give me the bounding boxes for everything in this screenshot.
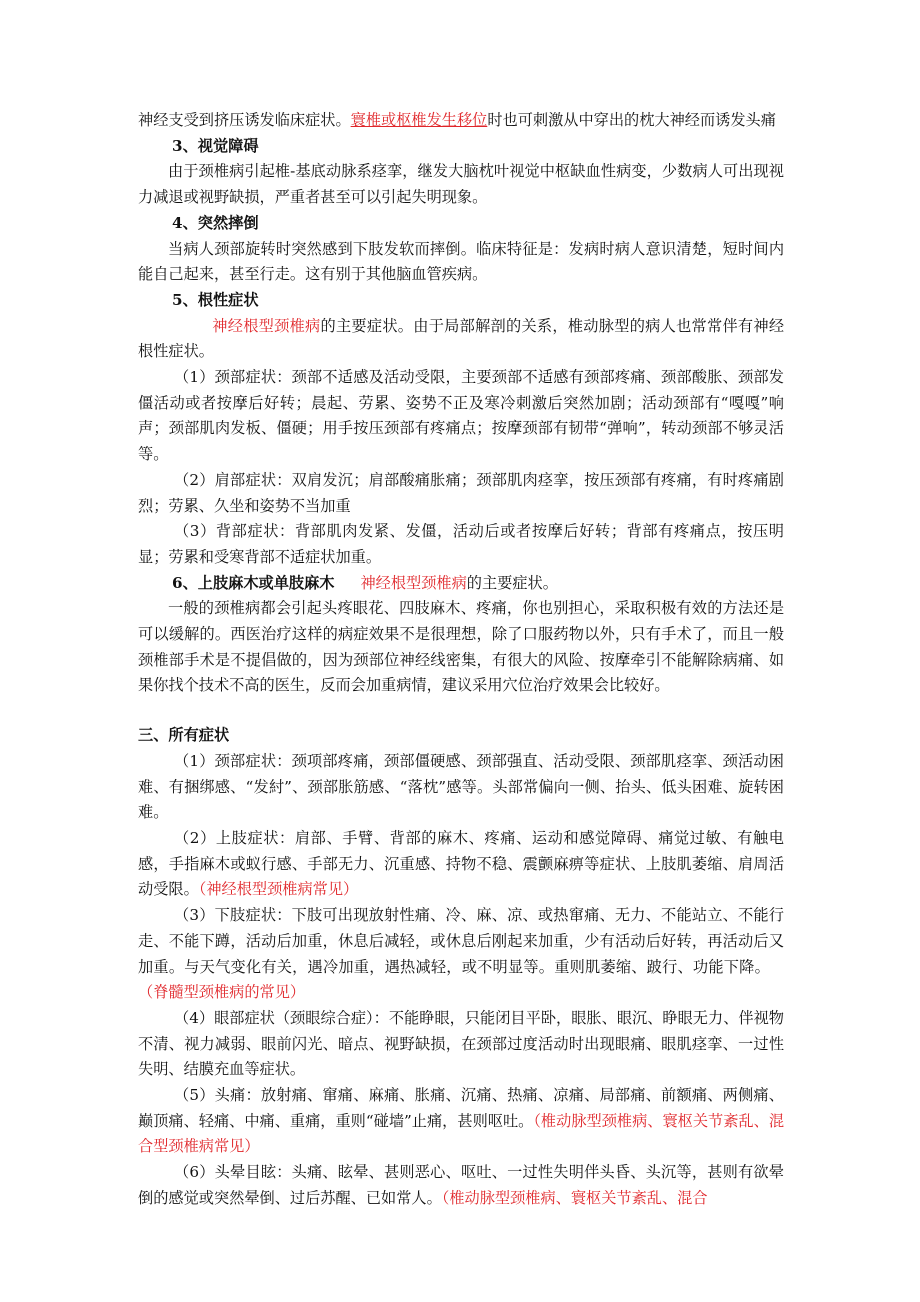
red-phrase: 神经根型颈椎病 [212,316,321,335]
item-back-symptoms: （3）背部症状：背部肌肉发紧、发僵，活动后或者按摩后好转；背部有疼痛点，按压明显；劳累和受寒背部不适症状加重。 [138,522,784,566]
text-run: 的主要症状。由于局部解剖的关系，椎动脉型的病人也常常伴有神经根性症状。 [138,316,785,361]
red-underlined-phrase[interactable]: 寰椎或枢椎发生移位 [350,111,488,129]
paragraph-treatment: 一般的颈椎病都会引起头疼眼花、四肢麻木、疼痛，你也别担心，采取积极有效的方法还是可以缓解的。西医治疗这样的病症效果不是很理想，除了口服药物以外，只有手术了，而且一般颈椎部手术是不提倡做的，因为颈部位神经线密集，有很大的风险、按摩牵引不能解除病痛、如果你找个技术不高的医生，反而会加重病情，建议采用穴位治疗效果会比较好。 [138,599,784,695]
heading-limb-numbness [138,571,784,597]
item-lower-limb [138,903,784,1006]
heading-sudden-fall: 4、突然摔倒 [172,213,259,232]
item-shoulder-symptoms: （2）肩部症状：双肩发沉；肩部酸痛胀痛；颈部肌肉痉挛，按压颈部有疼痛，有时疼痛剧烈；劳累、久坐和姿势不当加重 [138,470,784,515]
item-eye: （4）眼部症状（颈眼综合症）：不能睁眼，只能闭目平卧，眼胀、眼沉、睁眼无力、伴视物不清、视力减弱、眼前闪光、暗点、视野缺损，在颈部过度活动时出现眼痛、眼肌痉挛、一过性失明、结膜充血等症状。 [138,1008,784,1079]
text-run: 神经支受到挤压诱发临床症状。 [138,111,351,129]
item-neck-symptoms: （1）颈部症状：颈部不适感及活动受限，主要颈部不适感有颈部疼痛、颈部酸胀、颈部发僵活动或者按摩后好转；晨起、劳累、姿势不正及寒冷刺激后突然加剧；活动颈部有“嘎嘎”响声；颈部肌肉发板、僵硬；用手按压颈部有疼痛点；按摩颈部有韧带“弹响”，转动颈部不够灵活等。 [138,368,784,464]
red-note: （椎动脉型颈椎病、寰枢关节紊乱、混合 [441,1188,708,1207]
document-page [138,108,784,1212]
item-neck: （1）颈部症状：颈项部疼痛，颈部僵硬感、颈部强直、活动受限、颈部肌痉挛、颈活动困难、有捆绑感、“发紂”、颈部胀筋感、“落枕”感等。头部常偏向一侧、抬头、低头困难、旋转困难。 [138,751,784,822]
paragraph-occipital-nerve [138,108,784,134]
paragraph-visual-disorder: 由于颈椎病引起椎-基底动脉系痉挛，继发大脑枕叶视觉中枢缺血性病变，少数病人可出现视力减退或视野缺损，严重者甚至可以引起失明现象。 [138,162,784,207]
red-phrase: 神经根型颈椎病 [360,573,467,592]
text-run: （5）头痛：放射痛、窜痛、麻痛、胀痛、沉痛、热痛、凉痛、局部痛、前额痛、两侧痛、巅顶痛、轻痛、中痛、重痛，重则“碰墙”止痛，甚则呕吐。 [138,1086,784,1130]
heading-all-symptoms: 三、所有症状 [138,726,230,745]
text-run: （6）头晕目眩：头痛、眩晕、甚则恶心、呕吐、一过性失明伴头昏、头沉等，甚则有欲晕倒的感觉或突然晕倒、过后苏醒、已如常人。 [138,1163,784,1207]
heading-radicular-symptoms: 5、根性症状 [172,290,259,309]
red-note: （脊髓型颈椎病的常见） [138,983,306,1002]
text-run: 的主要症状。 [466,573,558,592]
paragraph-radicular-intro [138,314,784,365]
heading-text: 6、上肢麻木或单肢麻木 [172,573,335,592]
heading-visual-disorder: 3、视觉障碍 [172,136,259,155]
text-run: （3）下肢症状：下肢可出现放射性痛、冷、麻、凉、或热窜痛、无力、不能站立、不能行走、不能下蹲，活动后加重，休息后减轻，或休息后刚起来加重，少有活动后好转，再活动后又加重。与天气变化有关，遇冷加重，遇热减轻，或不明显等。重则肌萎缩、跛行、功能下降。 [138,906,784,976]
text-run: （2）上肢症状：肩部、手臂、背部的麻木、疼痛、运动和感觉障碍、痛觉过敏、有触电感，手指麻木或蚁行感、手部无力、沉重感、持物不稳、震颤麻痹等症状、上肢肌萎缩、肩周活动受限。 [138,828,784,899]
text-run: 时也可刺激从中穿出的枕大神经而诱发头痛 [487,111,776,129]
red-note: （椎动脉型颈椎病、寰枢关节紊乱、混合型颈椎病常见） [138,1111,785,1156]
red-note: （神经根型颈椎病常见） [198,880,359,899]
item-dizziness [138,1160,784,1211]
item-upper-limb [138,826,784,903]
item-headache [138,1083,784,1160]
paragraph-sudden-fall: 当病人颈部旋转时突然感到下肢发软而摔倒。临床特征是：发病时病人意识清楚，短时间内能自己起来，甚至行走。这有别于其他脑血管疾病。 [138,239,784,284]
